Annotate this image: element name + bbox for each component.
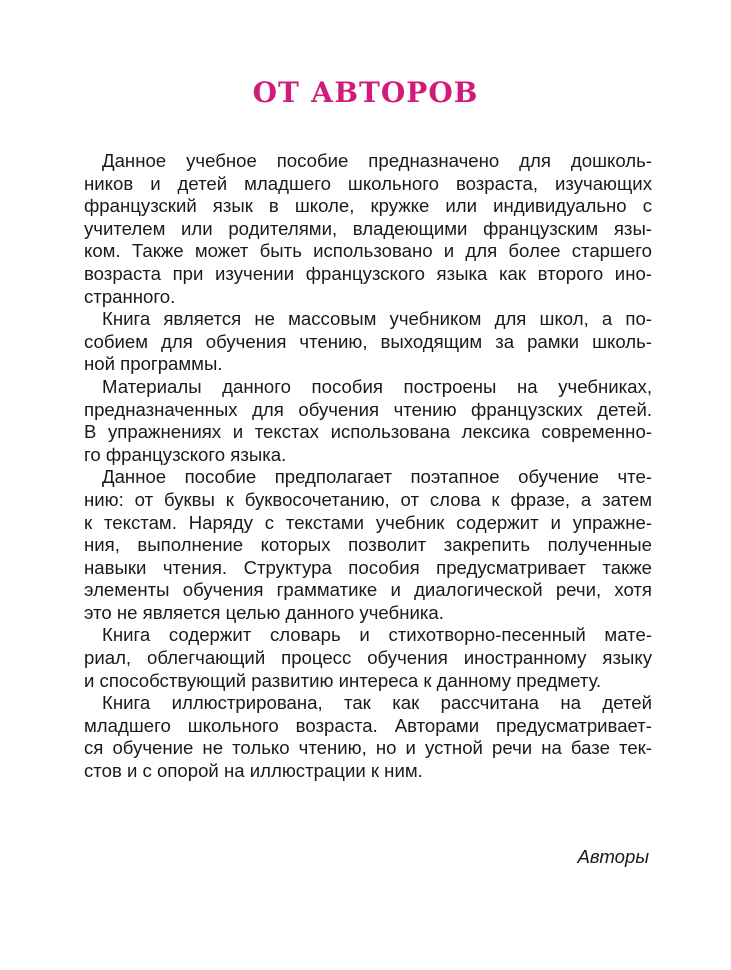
text-line: го французского языка. xyxy=(84,443,287,465)
paragraph xyxy=(84,308,652,376)
text-line: странного. xyxy=(84,285,176,307)
paragraph xyxy=(84,624,652,692)
text-line: собием для обучения чтению, выходящим за рамки школь- xyxy=(84,330,652,352)
text-line: ния, выполнение которых позволит закрепить полученные xyxy=(84,534,652,556)
text-line: и способствующий развитию интереса к данному предмету. xyxy=(84,669,602,691)
text-line: к текстам. Наряду с текстами учебник содержит и упражне- xyxy=(84,511,652,533)
text-line: риал, облегчающий процесс обучения иностранному языку xyxy=(84,647,652,669)
paragraph xyxy=(84,466,652,624)
page-title: ОТ АВТОРОВ xyxy=(252,76,479,109)
text-line: Книга является не массовым учебником для школ, а по- xyxy=(102,308,652,330)
text-line: ной программы. xyxy=(84,353,223,375)
text-line: Книга содержит словарь и стихотворно-песенный мате- xyxy=(102,624,652,646)
text-line: стов и с опорой на иллюстрации к ним. xyxy=(84,760,423,782)
text-line: возраста при изучении французского языка как второго ино- xyxy=(84,262,652,284)
text-line: навыки чтения. Структура пособия предусматривает также xyxy=(84,556,652,578)
text-line: это не является целью данного учебника. xyxy=(84,601,444,623)
text-line: французский язык в школе, кружке или индивидуально с xyxy=(84,195,652,217)
text-line: В упражнениях и текстах использована лексика современно- xyxy=(84,421,652,443)
text-line: ся обучение не только чтению, но и устной речи на базе тек- xyxy=(84,737,652,759)
paragraph xyxy=(84,692,652,782)
text-line: нию: от буквы к буквосочетанию, от слова к фразе, а затем xyxy=(84,488,652,510)
body-text xyxy=(84,150,652,783)
paragraph xyxy=(84,376,652,466)
text-line: Данное пособие предполагает поэтапное обучение чте- xyxy=(102,466,652,488)
text-line: Книга иллюстрирована, так как рассчитана на детей xyxy=(102,692,652,714)
text-line: ком. Также может быть использовано и для более старшего xyxy=(84,240,652,262)
text-line: ников и детей младшего школьного возраста, изучающих xyxy=(84,172,652,194)
text-line: предназначенных для обучения чтению французских детей. xyxy=(84,398,652,420)
text-line: младшего школьного возраста. Авторами предусматривает- xyxy=(84,714,652,736)
text-line: учителем или родителями, владеющими французским язы- xyxy=(84,217,652,239)
text-line: Данное учебное пособие предназначено для дошколь- xyxy=(102,150,652,171)
signature: Авторы xyxy=(577,846,649,867)
paragraph xyxy=(84,150,652,308)
text-line: Материалы данного пособия построены на учебниках, xyxy=(102,375,652,397)
text-line: элементы обучения грамматике и диалогической речи, хотя xyxy=(84,579,652,601)
